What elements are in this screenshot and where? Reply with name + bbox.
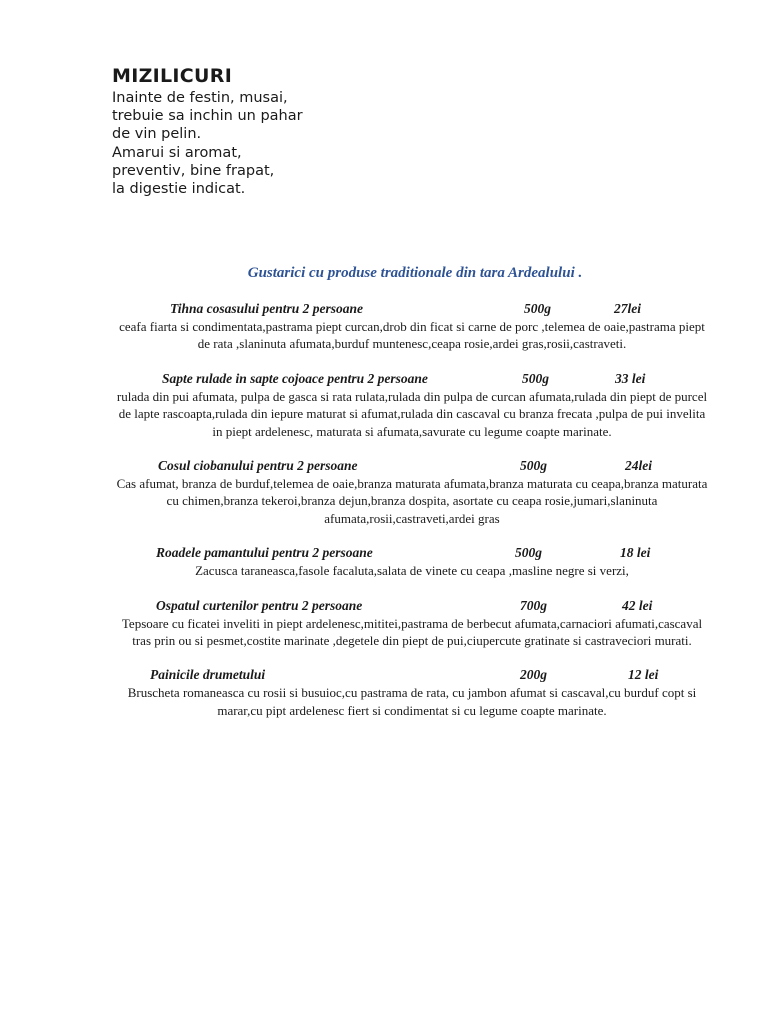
- menu-item-price: 24lei: [625, 458, 652, 474]
- menu-item-description: Bruscheta romaneasca cu rosii si busuioc,cu pastrama de rata, cu jambon afumat si cascaval,cu burduf copt si marar,cu pipt ardelenesc fiert si condimentat si cu legume coapte marinate.: [127, 685, 697, 718]
- menu-item: [110, 370, 710, 440]
- menu-item-name: Cosul ciobanului pentru 2 persoane: [158, 458, 358, 474]
- intro-line: de vin pelin.: [112, 126, 202, 143]
- menu-item: [110, 457, 710, 527]
- menu-item-header: [110, 300, 710, 318]
- intro-line: Amarui si aromat,: [112, 144, 242, 161]
- menu-item-weight: 500g: [524, 301, 551, 316]
- menu-item-price: 33 lei: [615, 370, 646, 386]
- menu-item-header: [110, 597, 710, 615]
- menu-item-name: Roadele pamantului pentru 2 persoane: [156, 545, 373, 561]
- menu-item: [110, 666, 710, 719]
- intro-block: [112, 63, 412, 198]
- menu-item-price: 42 lei: [622, 597, 653, 613]
- menu-list: [110, 300, 710, 736]
- menu-item-description: Tepsoare cu ficatei inveliti in piept ardelenesc,mititei,pastrama de berbecut afumata,carnaciori afumati,cascaval tras prin ou si pesmet,costite marinate ,degetele din piept de pui,ciupercute gratinate si castraveciori murati.: [121, 615, 703, 649]
- menu-item-weight: 500g: [515, 545, 542, 561]
- menu-item-weight: 700g: [520, 597, 547, 613]
- menu-item-name: Tihna cosasului pentru 2 persoane: [170, 301, 364, 316]
- menu-item-header: [110, 544, 710, 562]
- menu-item-weight: 500g: [522, 370, 549, 386]
- menu-item: [110, 300, 710, 353]
- menu-item-description: Cas afumat, branza de burduf,telemea de oaie,branza maturata afumata,branza maturata cu ceapa,branza maturata cu chimen,branza tekeroi,branza dejun,branza dospita, asortate cu ceapa rosie,jumari,slaninuta afumata,rosii,castraveti,ardei gras: [116, 476, 708, 526]
- menu-item-name: Sapte rulade in sapte cojoace pentru 2 persoane: [162, 370, 428, 386]
- menu-item-name: Ospatul curtenilor pentru 2 persoane: [156, 597, 363, 613]
- menu-item: [110, 544, 710, 579]
- page-title: MIZILICURI: [112, 65, 233, 87]
- menu-item-description: rulada din pui afumata, pulpa de gasca si rata rulata,rulada din pulpa de curcan afumata,rulada din piept de purcel de lapte rascoapta,rulada din iepure maturat si afumat,rulada din cascaval cu branza frecata ,pulpa de pui invelita in piept ardelenesc, maturata si afumata,savurate cu legume coapte marinate.: [116, 388, 708, 439]
- intro-line: Inainte de festin, musai,: [112, 90, 288, 106]
- menu-item-name: Painicile drumetului: [150, 667, 266, 683]
- menu-item-price: 12 lei: [628, 667, 659, 683]
- intro-line: trebuie sa inchin un pahar: [112, 108, 303, 125]
- menu-item-header: [110, 666, 710, 684]
- menu-item-description: ceafa fiarta si condimentata,pastrama piept curcan,drob din ficat si carne de porc ,telemea de oaie,pastrama piept de rata ,slaninuta afumata,burduf muntenesc,ceapa rosie,ardei gras,rosii,castraveti.: [119, 319, 705, 352]
- menu-item-description: Zacusca taraneasca,fasole facaluta,salata de vinete cu ceapa ,masline negre si verzi,: [195, 563, 629, 579]
- menu-item-header: [110, 457, 710, 475]
- menu-item-weight: 200g: [520, 667, 547, 683]
- menu-item-price: 18 lei: [620, 545, 651, 561]
- section-heading: Gustarici cu produse traditionale din tara Ardealului .: [247, 265, 583, 281]
- menu-item-price: 27lei: [614, 301, 641, 316]
- menu-item-header: [110, 370, 710, 388]
- menu-item: [110, 597, 710, 650]
- menu-item-weight: 500g: [520, 458, 547, 474]
- intro-line: preventiv, bine frapat,: [112, 162, 275, 179]
- intro-line: la digestie indicat.: [112, 181, 246, 198]
